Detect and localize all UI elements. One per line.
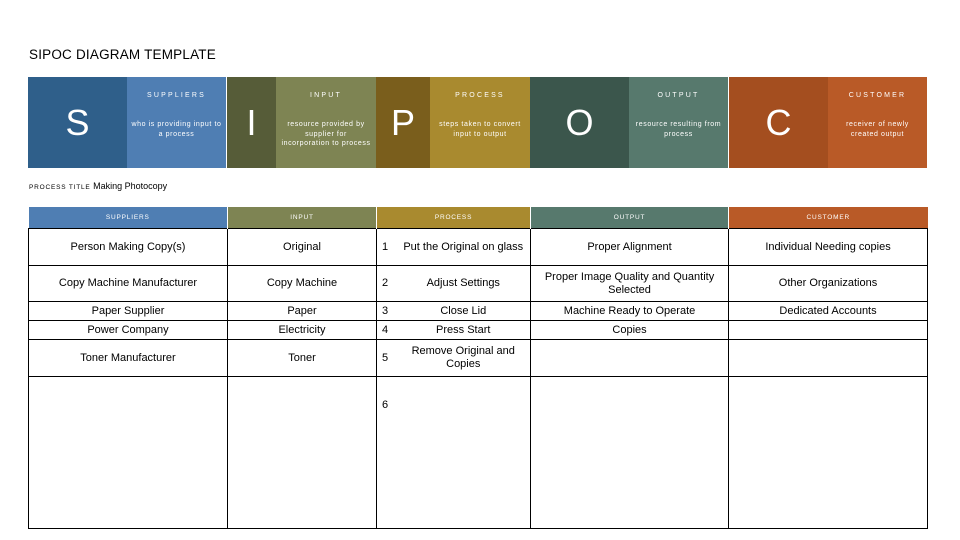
process-cell[interactable] [397, 377, 531, 529]
input-cell[interactable]: Copy Machine [228, 266, 377, 302]
supplier-cell[interactable]: Person Making Copy(s) [29, 229, 228, 266]
process-title-line [29, 181, 167, 191]
header-customer-letter-box [729, 77, 828, 168]
table-row [29, 377, 928, 529]
header-input-letter-box [227, 77, 276, 168]
header-process-letter: P [390, 101, 415, 143]
supplier-cell[interactable] [29, 377, 228, 529]
header-suppliers-caption: SUPPLIERS [146, 92, 207, 99]
step-number-cell: 5 [377, 340, 397, 377]
customer-cell[interactable]: Dedicated Accounts [729, 302, 928, 321]
customer-cell[interactable]: Other Organizations [729, 266, 928, 302]
header-suppliers-letter-box [28, 77, 127, 168]
header-output-letter: O [565, 101, 594, 143]
header-customer-description: receiver of newly created output [846, 121, 909, 138]
header-output-description: resource resulting from process [635, 121, 722, 138]
header-suppliers-description: who is providing input to a process [131, 121, 222, 138]
page-title: SIPOC DIAGRAM TEMPLATE [29, 47, 216, 62]
column-header-input: INPUT [228, 207, 377, 229]
table-row [29, 266, 928, 302]
header-process-description: steps taken to convert input to output [439, 121, 521, 138]
output-cell[interactable] [531, 377, 729, 529]
process-cell[interactable]: Put the Original on glass [397, 229, 531, 266]
output-cell[interactable]: Copies [531, 321, 729, 340]
header-suppliers [28, 77, 226, 168]
header-input-caption: INPUT [310, 92, 342, 99]
column-header-suppliers: SUPPLIERS [29, 207, 228, 229]
process-cell[interactable]: Adjust Settings [397, 266, 531, 302]
output-cell[interactable]: Proper Alignment [531, 229, 729, 266]
column-header-process: PROCESS [377, 207, 531, 229]
process-cell[interactable]: Remove Original and Copies [397, 340, 531, 377]
header-suppliers-letter: S [65, 101, 90, 143]
table-row [29, 302, 928, 321]
header-process [376, 77, 530, 168]
step-number-cell: 6 [377, 377, 397, 529]
input-cell[interactable]: Paper [228, 302, 377, 321]
process-title-value: Making Photocopy [93, 181, 168, 191]
header-process-letter-box [376, 77, 430, 168]
header-process-caption-box [430, 77, 530, 168]
input-cell[interactable]: Toner [228, 340, 377, 377]
sipoc-table [28, 207, 928, 529]
header-input-caption-box [276, 77, 376, 168]
step-number-cell: 2 [377, 266, 397, 302]
supplier-cell[interactable]: Copy Machine Manufacturer [29, 266, 228, 302]
customer-cell[interactable] [729, 340, 928, 377]
table-row [29, 229, 928, 266]
step-number-cell: 4 [377, 321, 397, 340]
step-number-cell: 1 [377, 229, 397, 266]
header-customer-caption: CUSTOMER [848, 92, 907, 99]
header-input [227, 77, 376, 168]
supplier-cell[interactable]: Paper Supplier [29, 302, 228, 321]
header-input-letter: I [246, 101, 257, 143]
supplier-cell[interactable]: Toner Manufacturer [29, 340, 228, 377]
process-cell[interactable]: Close Lid [397, 302, 531, 321]
column-header-output: OUTPUT [531, 207, 729, 229]
header-customer [729, 77, 927, 168]
header-suppliers-caption-box [127, 77, 226, 168]
input-cell[interactable]: Original [228, 229, 377, 266]
output-cell[interactable]: Proper Image Quality and Quantity Selected [531, 266, 729, 302]
header-output [530, 77, 728, 168]
header-output-caption: OUTPUT [657, 92, 700, 99]
input-cell[interactable]: Electricity [228, 321, 377, 340]
output-cell[interactable] [531, 340, 729, 377]
customer-cell[interactable] [729, 377, 928, 529]
input-cell[interactable] [228, 377, 377, 529]
table-row [29, 321, 928, 340]
header-process-caption: PROCESS [455, 92, 505, 99]
header-output-caption-box [629, 77, 728, 168]
supplier-cell[interactable]: Power Company [29, 321, 228, 340]
process-title-label: PROCESS TITLE [29, 184, 91, 191]
header-output-letter-box [530, 77, 629, 168]
customer-cell[interactable]: Individual Needing copies [729, 229, 928, 266]
header-customer-letter: C [765, 101, 792, 143]
process-cell[interactable]: Press Start [397, 321, 531, 340]
header-customer-caption-box [828, 77, 927, 168]
column-header-customer: CUSTOMER [729, 207, 928, 229]
table-header-row [29, 207, 928, 229]
step-number-cell: 3 [377, 302, 397, 321]
customer-cell[interactable] [729, 321, 928, 340]
header-input-description: resource provided by supplier for incorporation to process [281, 121, 371, 147]
output-cell[interactable]: Machine Ready to Operate [531, 302, 729, 321]
table-row [29, 340, 928, 377]
